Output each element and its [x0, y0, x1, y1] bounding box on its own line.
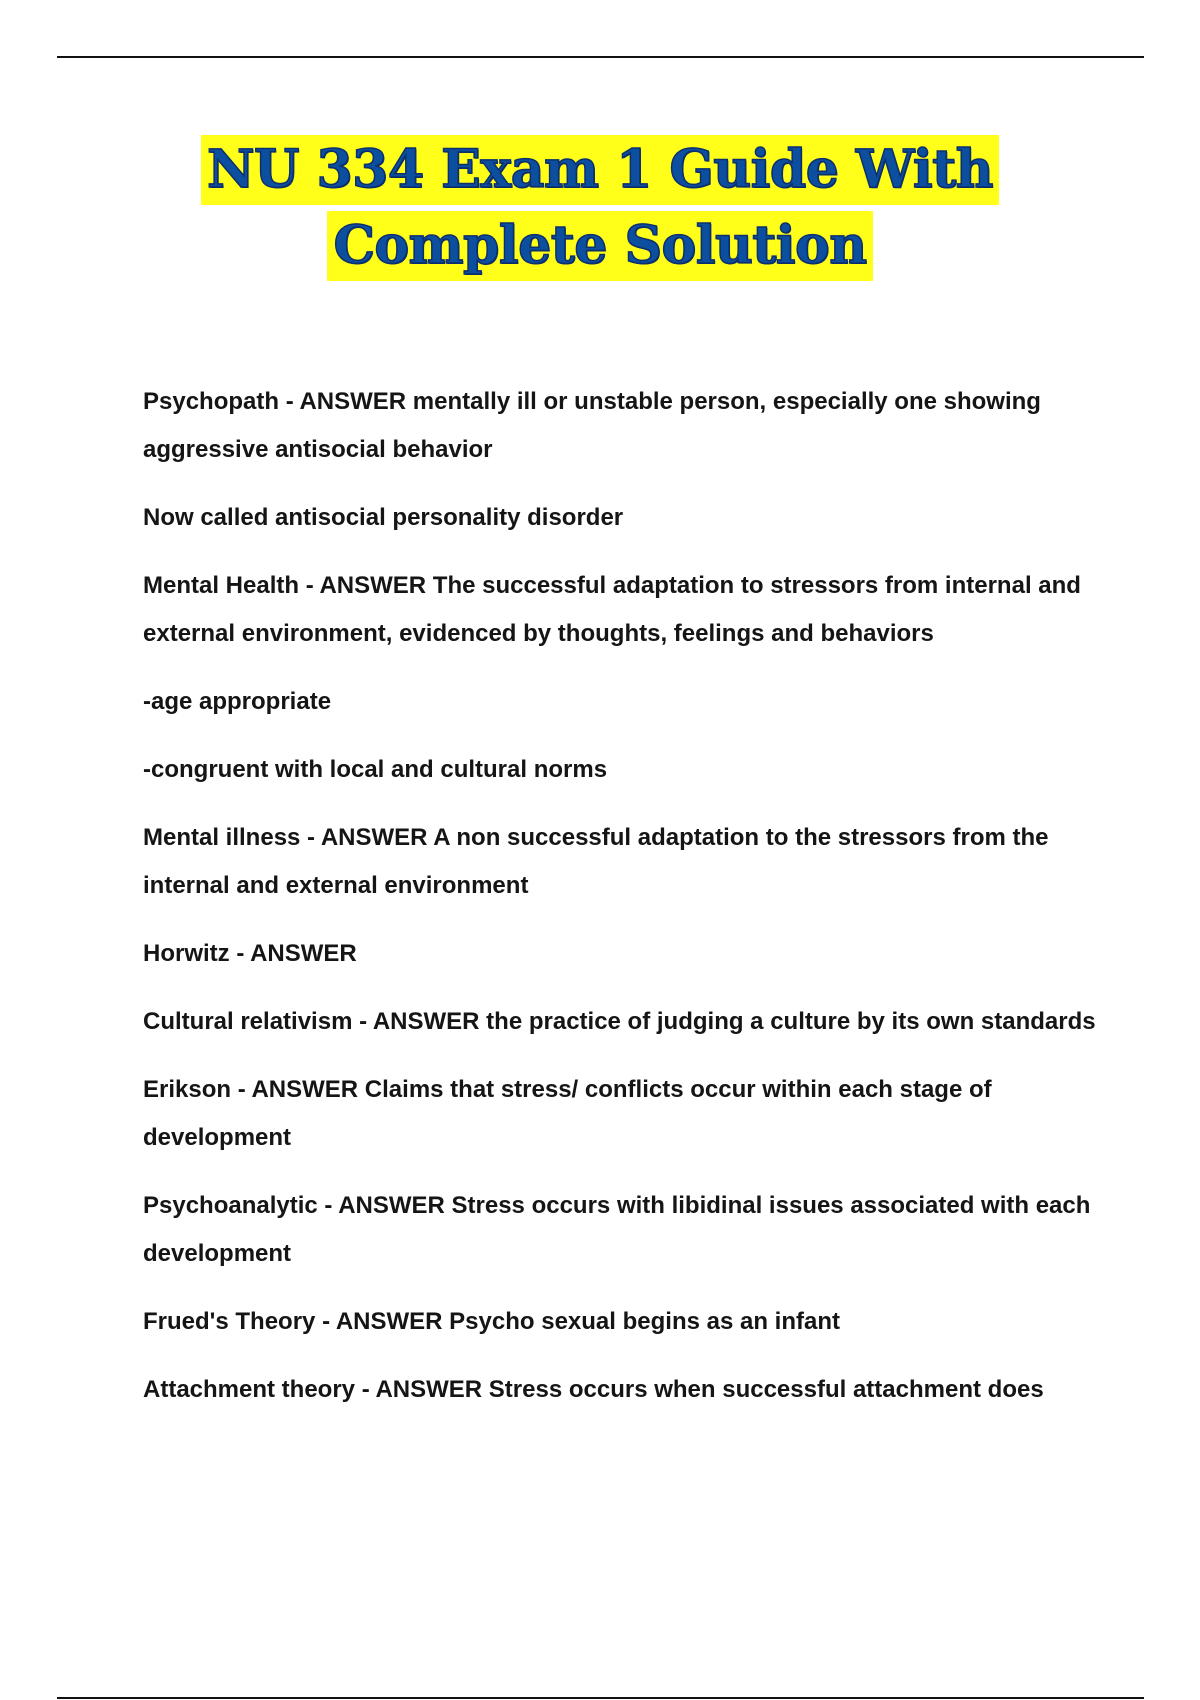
paragraph-horwitz: Horwitz - ANSWER	[143, 940, 357, 967]
paragraph-antisocial-note: Now called antisocial personality disorder	[143, 504, 624, 531]
bottom-rule	[57, 1697, 1144, 1699]
paragraph-erikson: Erikson - ANSWER Claims that stress/ conflicts occur within each stage of development	[143, 1076, 992, 1151]
title-line-1: NU 334 Exam 1 Guide With	[201, 135, 999, 205]
document-body	[143, 378, 1103, 1434]
title-line-2: Complete Solution	[327, 211, 872, 281]
document-title	[0, 135, 1200, 281]
paragraph-mental-health: Mental Health - ANSWER The successful adaptation to stressors from internal and external environment, evidenced by thoughts, feelings and behaviors	[143, 572, 1081, 647]
top-rule	[57, 56, 1144, 58]
paragraph-cultural-norms: -congruent with local and cultural norms	[143, 756, 608, 783]
paragraph-attachment-theory: Attachment theory - ANSWER Stress occurs when successful attachment does	[143, 1376, 1044, 1403]
paragraph-age-appropriate: -age appropriate	[143, 688, 332, 715]
paragraph-psychopath: Psychopath - ANSWER mentally ill or unstable person, especially one showing aggressive antisocial behavior	[143, 388, 1041, 463]
paragraph-psychoanalytic: Psychoanalytic - ANSWER Stress occurs with libidinal issues associated with each development	[143, 1192, 1091, 1267]
paragraph-frueds-theory: Frued's Theory - ANSWER Psycho sexual begins as an infant	[143, 1308, 840, 1335]
paragraph-cultural-relativism: Cultural relativism - ANSWER the practice of judging a culture by its own standards	[143, 1008, 1096, 1035]
paragraph-mental-illness: Mental illness - ANSWER A non successful adaptation to the stressors from the internal and external environment	[143, 824, 1049, 899]
